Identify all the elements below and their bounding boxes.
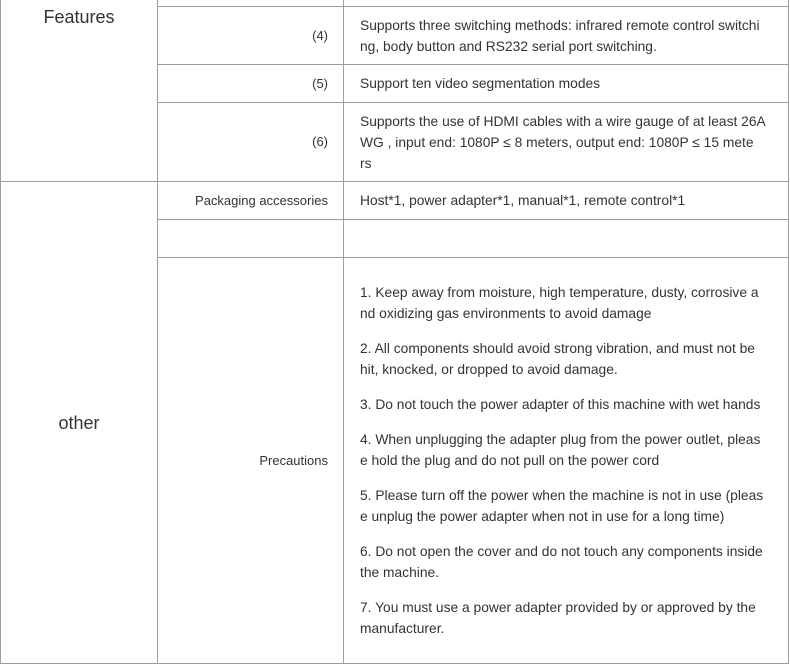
empty-row-value-cell [343,219,789,258]
feature-row-5-value [360,73,600,94]
text-line: the machine. [360,565,439,580]
precaution-item-6 [360,541,763,583]
feature-row-5-value-cell [343,64,789,103]
text-line: Support ten video segmentation modes [360,76,601,91]
feature-row-5-key-cell [157,64,344,103]
precautions-value-cell [343,257,789,664]
feature-row-6-key: (6) [312,134,328,149]
feature-row-4-value [360,15,760,57]
packaging-value [360,190,685,211]
feature-row-6-key-cell [157,102,344,182]
features-section-cell [0,0,158,182]
feature-row-6-value [360,111,766,174]
precautions-key-cell [157,257,344,664]
text-line: 2. All components should avoid strong vibration, and must not be [360,341,755,356]
precaution-item-1 [360,282,763,324]
text-line: manufacturer. [360,621,445,636]
precaution-item-5 [360,485,763,527]
precautions-key: Precautions [259,452,328,468]
packaging-value-cell [343,181,789,220]
text-line: 4. When unplugging the adapter plug from the power outlet, pleas [360,432,761,447]
text-line: WG , input end: 1080P ≤ 8 meters, output end: 1080P ≤ 15 mete [360,134,754,150]
text-line: 7. You must use a power adapter provided by or approved by the [360,600,756,615]
text-line: 3. Do not touch the power adapter of this machine with wet hands [360,397,761,412]
text-line: hit, knocked, or dropped to avoid damage. [360,362,618,377]
features-section-label: Features [43,7,115,27]
feature-row-5-key: (5) [312,75,328,91]
precaution-item-2 [360,338,763,380]
text-line: nd oxidizing gas environments to avoid damage [360,306,652,321]
packaging-key: Packaging accessories [195,192,328,208]
text-line: Host*1, power adapter*1, manual*1, remote control*1 [360,193,686,208]
precaution-item-3 [360,394,763,415]
text-line: e hold the plug and do not pull on the power cord [360,453,660,468]
feature-row-4-key-cell [157,6,344,65]
text-line: 1. Keep away from moisture, high temperature, dusty, corrosive a [360,285,759,300]
empty-row-key-cell [157,219,344,258]
text-line: Supports three switching methods: infrared remote control switchi [360,17,760,33]
feature-row-6-value-cell [343,102,789,182]
text-line: rs [360,155,372,171]
precaution-item-4 [360,429,763,471]
text-line: 5. Please turn off the power when the machine is not in use (pleas [360,488,764,503]
text-line: e unplug the power adapter when not in use for a long time) [360,509,725,524]
other-section-label: other [58,412,100,433]
feature-row-4-key: (4) [312,27,328,43]
text-line: Supports the use of HDMI cables with a wire gauge of at least 26A [360,113,766,129]
precautions-list [360,282,763,639]
feature-row-4-value-cell [343,6,789,65]
text-line: 6. Do not open the cover and do not touch any components inside [360,544,763,559]
precaution-item-7 [360,597,763,639]
text-line: ng, body button and RS232 serial port switching. [360,38,657,54]
other-section-cell [0,181,158,664]
packaging-key-cell [157,181,344,220]
